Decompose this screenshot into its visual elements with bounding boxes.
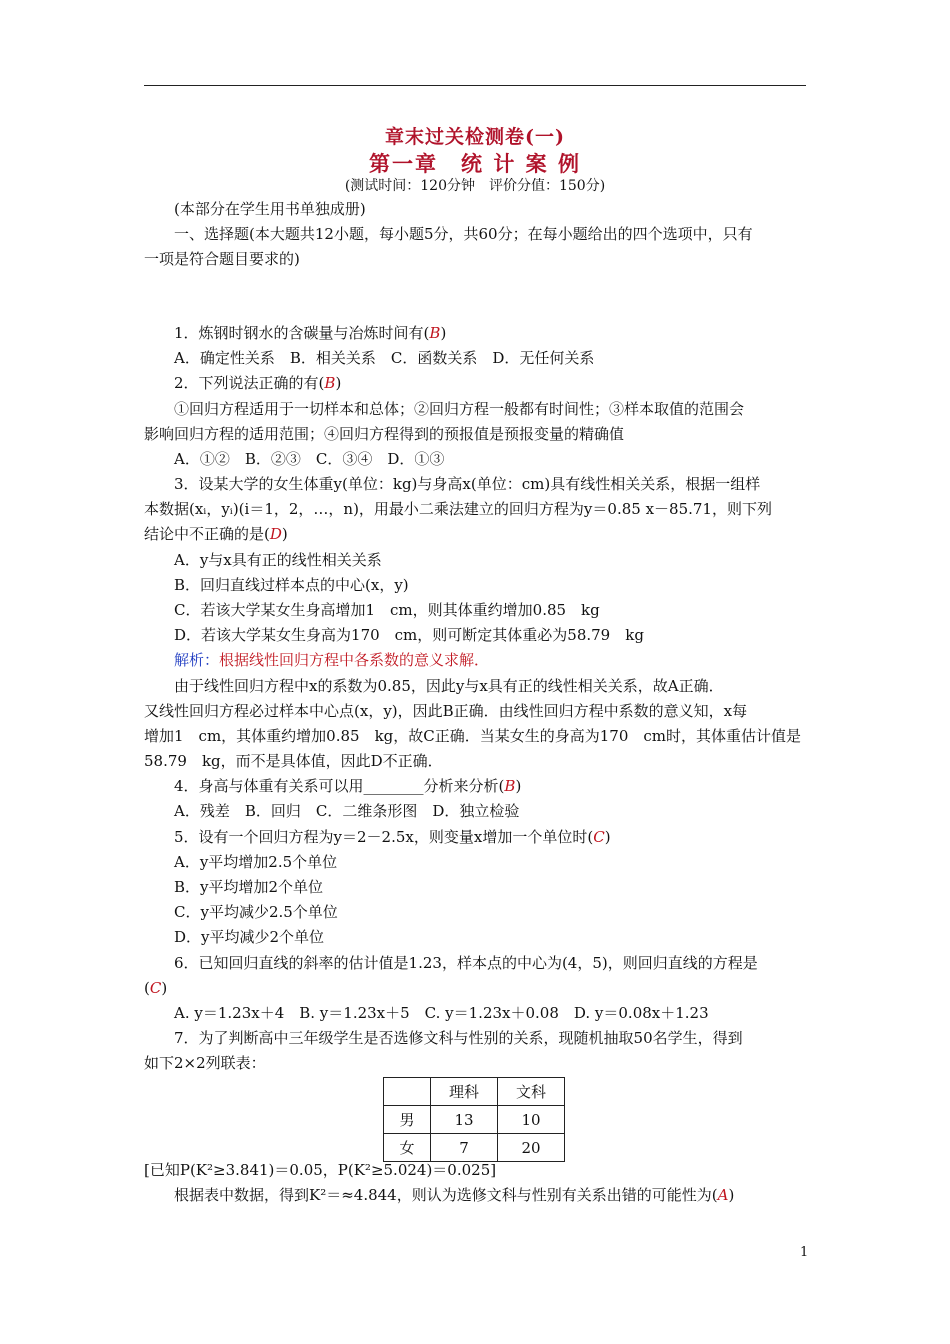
table-row bbox=[384, 1134, 565, 1162]
q3-line-3: 结论中不正确的是(D) bbox=[144, 525, 288, 543]
table-row-label: 男 bbox=[384, 1106, 431, 1134]
question-1: 1．炼钢时钢水的含碳量与冶炼时间有(B) bbox=[174, 324, 447, 342]
table-row-label: 女 bbox=[384, 1134, 431, 1162]
q3-line-2: 本数据(xᵢ，yᵢ)(i＝1，2，…，n)，用最小二乘法建立的回归方程为y＝0.85 x－85.71，则下列 bbox=[144, 500, 772, 518]
q3-option-b: B．回归直线过样本点的中心(x，y) bbox=[174, 576, 409, 594]
analysis-text: 根据线性回归方程中各系数的意义求解． bbox=[219, 651, 490, 669]
q3-analysis bbox=[144, 649, 836, 671]
header-rule bbox=[144, 85, 806, 86]
test-meta: (测试时间：120分钟 评价分值：150分) bbox=[344, 178, 606, 194]
q3-explanation-3: 增加1 cm，其体重约增加0.85 kg，故C正确．当某女生的身高为170 cm时，其体重估计值是 bbox=[144, 727, 801, 745]
q3-answer: D bbox=[269, 525, 282, 543]
q2-statements-cont: 影响回归方程的适用范围；④回归方程得到的预报值是预报变量的精确值 bbox=[144, 425, 625, 443]
q7-known-values: [已知P(K²≥3.841)＝0.05，P(K²≥5.024)＝0.025] bbox=[144, 1161, 497, 1179]
booklet-note: (本部分在学生用书单独成册) bbox=[174, 200, 366, 218]
contingency-table bbox=[383, 1077, 565, 1162]
q7-answer: A bbox=[717, 1186, 729, 1204]
q5-answer: C bbox=[593, 828, 605, 846]
q6-answer: C bbox=[149, 979, 162, 997]
table-header: 理科 bbox=[431, 1078, 498, 1106]
table-cell: 13 bbox=[431, 1106, 498, 1134]
question-6: 6．已知回归直线的斜率的估计值是1.23，样本点的中心为(4，5)，则回归直线的方程是 bbox=[174, 954, 758, 972]
q2-options: A．①② B．②③ C．③④ D．①③ bbox=[174, 450, 445, 468]
section-heading-cont: 一项是符合题目要求的) bbox=[144, 250, 300, 268]
q3-option-d: D．若该大学某女生身高为170 cm，则可断定其体重必为58.79 kg bbox=[174, 626, 644, 644]
q5-option-d: D．y平均减少2个单位 bbox=[174, 928, 325, 946]
q5-option-c: C．y平均减少2.5个单位 bbox=[174, 903, 338, 921]
table-header: 文科 bbox=[498, 1078, 565, 1106]
table-cell: 10 bbox=[498, 1106, 565, 1134]
q5-option-b: B．y平均增加2个单位 bbox=[174, 878, 324, 896]
q2-stem: 2．下列说法正确的有( bbox=[174, 374, 325, 392]
q3-explanation-2: 又线性回归方程必过样本中心点(x，y)，因此B正确．由线性回归方程中系数的意义知，x每 bbox=[144, 702, 748, 720]
q7-line-2: 如下2×2列联表： bbox=[144, 1054, 266, 1072]
q6-options: A. y＝1.23x＋4 B. y＝1.23x＋5 C. y＝1.23x＋0.08 D. y＝0.08x＋1.23 bbox=[174, 1004, 709, 1022]
q4-answer: B bbox=[504, 777, 516, 795]
table-cell bbox=[384, 1078, 431, 1106]
question-2: 2．下列说法正确的有(B) bbox=[174, 374, 342, 392]
q3-option-c: C．若该大学某女生身高增加1 cm，则其体重约增加0.85 kg bbox=[174, 601, 600, 619]
q5-option-a: A．y平均增加2.5个单位 bbox=[174, 853, 338, 871]
q1-stem: 1．炼钢时钢水的含碳量与冶炼时间有( bbox=[174, 324, 430, 342]
analysis-label: 解析： bbox=[174, 651, 220, 669]
question-5: 5．设有一个回归方程为y＝2－2.5x，则变量x增加一个单位时(C) bbox=[174, 828, 611, 846]
q1-options: A．确定性关系 B．相关关系 C．函数关系 D．无任何关系 bbox=[174, 349, 595, 367]
q7-final: 根据表中数据，得到K²＝≈4.844，则认为选修文科与性别有关系出错的可能性为(A) bbox=[174, 1186, 735, 1204]
table-row bbox=[384, 1106, 565, 1134]
table-cell: 20 bbox=[498, 1134, 565, 1162]
question-7: 7．为了判断高中三年级学生是否选修文科与性别的关系，现随机抽取50名学生，得到 bbox=[174, 1029, 743, 1047]
q6-answer-line: (C) bbox=[144, 979, 168, 997]
q3-option-a: A．y与x具有正的线性相关关系 bbox=[174, 551, 382, 569]
page-title: 章末过关检测卷(一) bbox=[385, 126, 565, 148]
q4-options: A．残差 B．回归 C．二维条形图 D．独立检验 bbox=[174, 802, 520, 820]
question-3: 3．设某大学的女生体重y(单位：kg)与身高x(单位：cm)具有线性相关关系，根据一组样 bbox=[174, 475, 761, 493]
table-cell: 7 bbox=[431, 1134, 498, 1162]
q3-explanation-4: 58.79 kg，而不是具体值，因此D不正确． bbox=[144, 752, 443, 770]
q2-answer: B bbox=[324, 374, 336, 392]
question-4: 4．身高与体重有关系可以用________分析来分析(B) bbox=[174, 777, 522, 795]
q2-statements: ①回归方程适用于一切样本和总体；②回归方程一般都有时间性；③样本取值的范围会 bbox=[174, 400, 745, 418]
q3-explanation: 由于线性回归方程中x的系数为0.85，因此y与x具有正的线性相关关系，故A正确． bbox=[174, 677, 724, 695]
page-number: 1 bbox=[800, 1245, 809, 1260]
chapter-title: 第一章 统 计 案 例 bbox=[369, 151, 581, 176]
q1-answer: B bbox=[429, 324, 441, 342]
section-heading: 一、选择题(本大题共12小题，每小题5分，共60分；在每小题给出的四个选项中，只有 bbox=[174, 225, 753, 243]
table-row bbox=[384, 1078, 565, 1106]
